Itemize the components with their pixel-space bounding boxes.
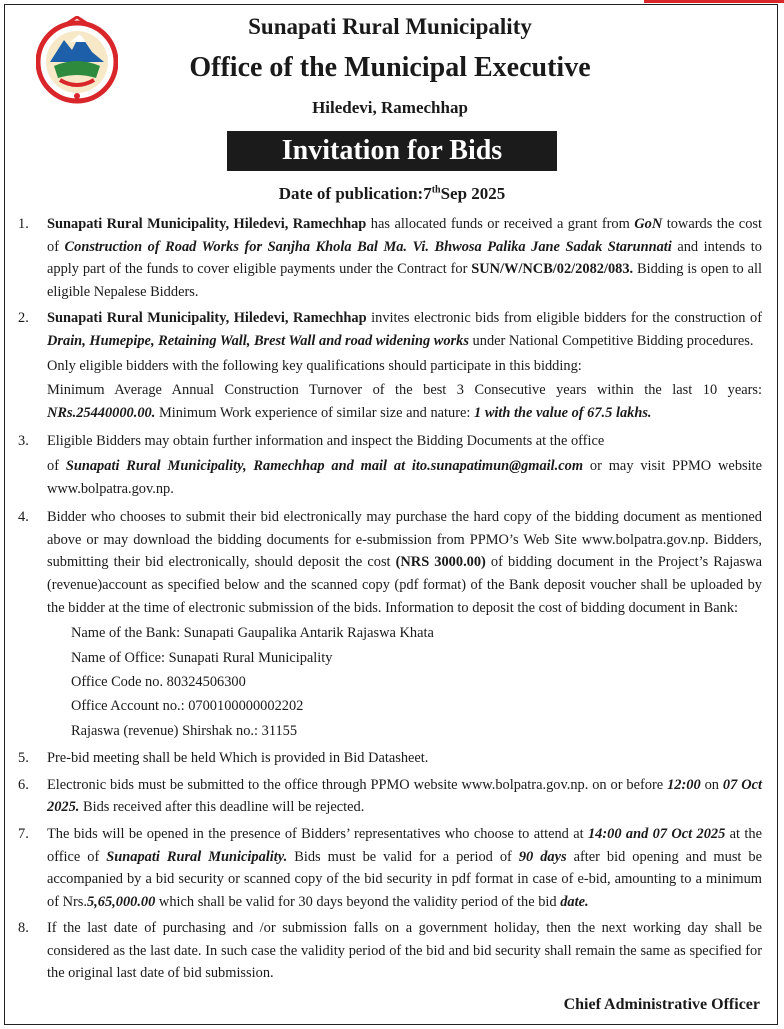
text-segment: and intends to apply part of the funds to cover eligible payments under the Contract for: [47, 238, 762, 278]
bank-account-number: Office Account no.: 0700100000002202: [71, 698, 304, 715]
contract-number: SUN/W/NCB/02/2082/083.: [471, 261, 634, 278]
text-segment: or may visit PPMO website www.bolpatra.gov.np.: [47, 457, 762, 497]
text-segment: has allocated funds or received a grant from: [366, 216, 635, 232]
list-item-8: [18, 917, 762, 985]
office-contact: Sunapati Rural Municipality, Ramechhap and mail at ito.sunapatimun@gmail.com: [65, 457, 584, 474]
publication-day: 7: [423, 184, 432, 203]
qualification-intro: Only eligible bidders with the following key qualifications should participate in this bidding:: [47, 357, 582, 374]
text-segment: invites electronic bids from eligible bidders for the construction of: [366, 310, 763, 327]
list-item-6: [18, 774, 762, 819]
project-name: Construction of Road Works for Sanjha Khola Bal Ma. Vi. Bhwosa Palika Jane Sadak Starunnati: [64, 238, 672, 255]
works-description: Drain, Humepipe, Retaining Wall, Brest Wall and road widening works: [47, 332, 469, 349]
employer-name: Sunapati Rural Municipality, Hiledevi, Ramechhap: [47, 310, 367, 327]
item-number: 3.: [18, 433, 29, 450]
item-text: If the last date of purchasing and /or submission falls on a government holiday, then the next working day shall be considered as the last date. In such case the validity period of the bid and bid security shall remain the same as specified for the original last date of bid submission.: [47, 920, 762, 982]
text-segment: Minimum Work experience of similar size and nature:: [155, 404, 475, 421]
bank-office-name: Name of Office: Sunapati Rural Municipality: [71, 649, 333, 666]
list-item-3: [18, 430, 762, 502]
text-segment: date.: [560, 893, 589, 910]
publication-month-year: Sep 2025: [440, 184, 506, 203]
signature-title: Chief Administrative Officer: [563, 996, 760, 1013]
bank-revenue-head: Rajaswa (revenue) Shirshak no.: 31155: [71, 722, 298, 739]
deadline-time: 12:00: [667, 776, 701, 793]
document-cost: (NRS 3000.00): [395, 554, 486, 571]
text-segment: Eligible Bidders may obtain further information and inspect the Bidding Documents at the office: [47, 433, 605, 450]
list-item-1: [18, 213, 762, 303]
text-segment: on: [700, 776, 723, 793]
office-location: Hiledevi, Ramechhap: [312, 98, 468, 117]
item-text: [47, 774, 762, 819]
item-text: [47, 307, 762, 426]
text-segment: Bids must be valid for a period of: [287, 848, 519, 865]
office-title: Office of the Municipal Executive: [189, 52, 591, 83]
municipality-name: Sunapati Rural Municipality: [248, 14, 532, 39]
text-segment: of: [47, 457, 66, 474]
item-text: [47, 213, 762, 303]
opening-time: 14:00 and 07 Oct 2025: [587, 825, 726, 842]
item-number: 6.: [18, 776, 29, 793]
item-number: 4.: [18, 509, 29, 526]
item-number: 1.: [18, 216, 29, 232]
publication-date: [0, 184, 784, 204]
text-segment: towards the cost of: [47, 216, 762, 255]
page-title-banner: Invitation for Bids: [227, 131, 557, 171]
item-text: [47, 506, 762, 743]
bid-security-amount: 5,65,000.00: [86, 893, 156, 910]
list-item-5: [18, 747, 762, 770]
item-number: 5.: [18, 750, 29, 767]
item-number: 2.: [18, 310, 29, 327]
top-accent-bar: [644, 0, 784, 3]
opening-office: Sunapati Rural Municipality.: [106, 848, 288, 865]
bank-details: [47, 621, 762, 743]
publication-day-suffix: th: [431, 184, 441, 196]
text-segment: Electronic bids must be submitted to the office through PPMO website www.bolpatra.gov.np. on or before: [47, 776, 668, 793]
experience-value: 1 with the value of 67.5 lakhs.: [474, 404, 652, 421]
list-item-7: [18, 823, 762, 913]
item-number: 7.: [18, 825, 29, 842]
text-segment: Minimum Average Annual Construction Turnover of the best 3 Consecutive years within the last 10 years:: [47, 382, 762, 399]
item-number: 8.: [18, 920, 29, 937]
validity-period: 90 days: [518, 848, 567, 865]
deadline-date: 07 Oct 2025.: [47, 776, 762, 816]
funder-name: GoN: [634, 216, 663, 232]
publication-label: Date of publication:: [278, 184, 424, 203]
bank-name: Name of the Bank: Sunapati Gaupalika Antarik Rajaswa Khata: [71, 625, 434, 642]
text-segment: Bids received after this deadline will be rejected.: [79, 799, 365, 816]
text-segment: Bidder who chooses to submit their bid electronically may purchase the hard copy of the bidding document as mentioned above or may download the bidding documents for e-submission from PPMO’s Web Site www.bolpatra.gov.np. Bidders, submitting their bid electronically, should deposit the cost: [47, 509, 762, 571]
bank-office-code: Office Code no. 80324506300: [71, 673, 246, 690]
item-text: Pre-bid meeting shall be held Which is provided in Bid Datasheet.: [47, 750, 429, 767]
list-item-2: [18, 307, 762, 426]
text-segment: at the office of: [47, 825, 762, 865]
text-segment: The bids will be opened in the presence of Bidders’ representatives who choose to attend at: [47, 825, 588, 842]
text-segment: which shall be valid for 30 days beyond the validity period of the bid: [155, 893, 561, 910]
turnover-amount: NRs.25440000.00.: [47, 404, 156, 421]
text-segment: Bidding is open to all eligible Nepalese Bidders.: [47, 261, 762, 300]
text-segment: after bid opening and must be accompanied by a bid security or scanned copy of the bid security in pdf format in case of e-bid, amounting to a minimum of Nrs.: [47, 848, 762, 910]
list-item-4: [18, 506, 762, 743]
notice-body: [18, 213, 762, 989]
employer-name: Sunapati Rural Municipality, Hiledevi, Ramechhap: [47, 216, 367, 232]
nepal-government-emblem-icon: [36, 16, 118, 108]
item-text: [47, 430, 762, 502]
text-segment: of bidding document in the Project’s Rajaswa (revenue)account as specified below and the scanned copy (pdf format) of the Bank deposit voucher shall be uploaded by the bidder at the time of electronic submission of the bids. Information to deposit the cost of bidding document in Bank:: [47, 554, 762, 616]
text-segment: under National Competitive Bidding procedures.: [468, 332, 754, 349]
item-text: [47, 823, 762, 913]
